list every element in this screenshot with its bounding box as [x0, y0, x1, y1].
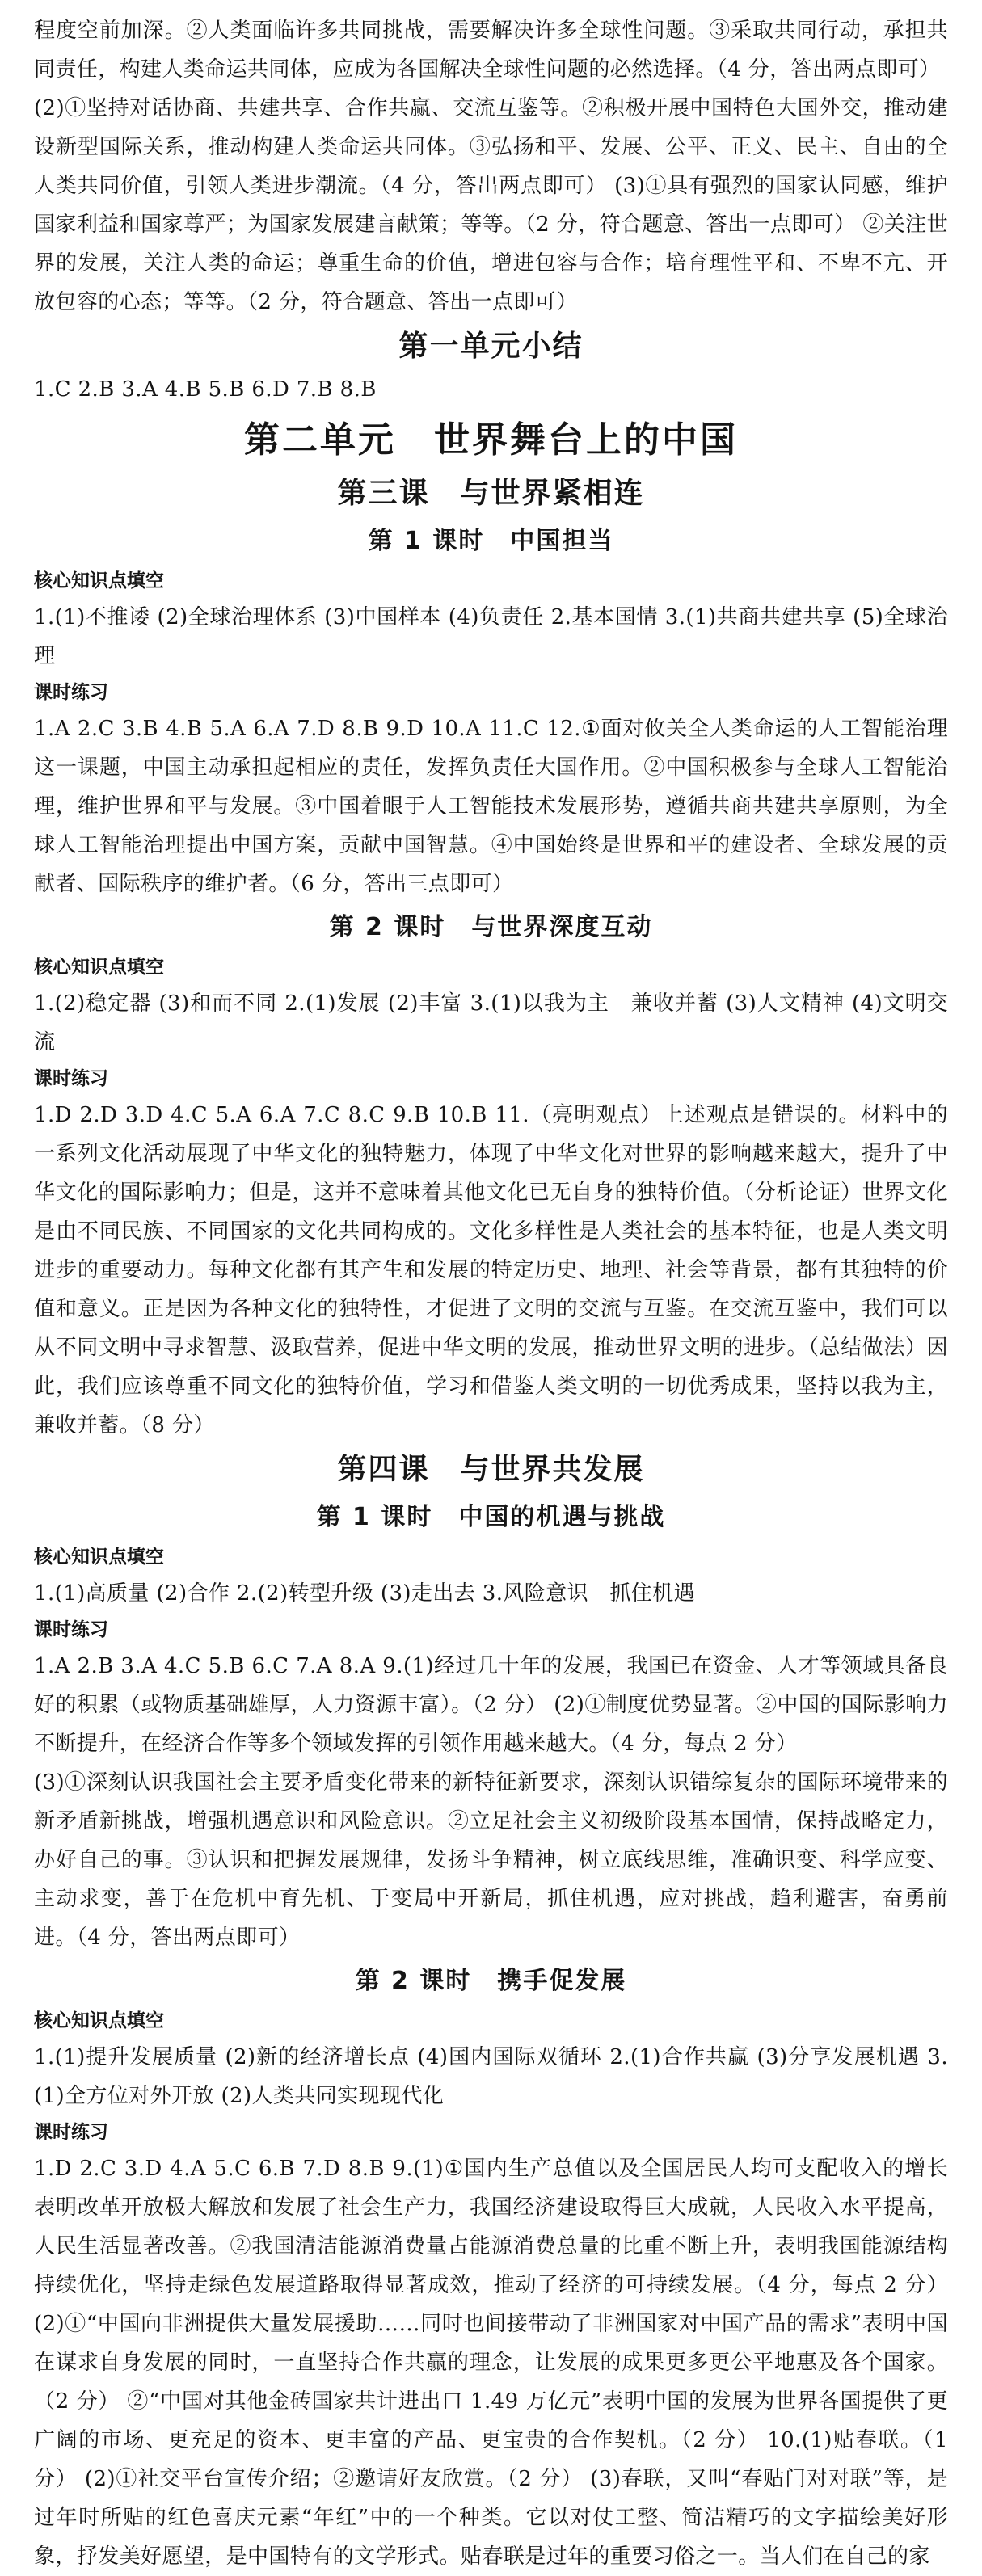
heading-unit2: 第二单元 世界舞台上的中国 [244, 419, 738, 461]
answers-l4p2-exercise: 1.D 2.C 3.D 4.A 5.C 6.B 7.D 8.B 9.(1)①国内生产总值以及全国居民人均可支配收入的增长表明改革开放极大解放和发展了社会生产力，我国经济建设取得巨大成就，人民收入水平提高，人民生活显著改善。②我国清洁能源消费量占能源消费总量的比重不断上升，表明我国能源结构持续优化，坚持走绿色发展道路取得显著成效，推动了经济的可持续发展。（4 分，每点 2 分） (2)①“中国向非洲提供大量发展援助……同时也间接带动了非洲国家对中国产品的需求”表明中国在谋求自身发展的同时，一直坚持合作共赢的理念，让发展的成果更多更公平地惠及各个国家。（2 分） ②“中国对其他金砖国家共计进出口 1.49 万亿元”表明中国的发展为世界各国提供了更广阔的市场、更充足的资本、更丰富的产品、更宝贵的合作契机。（2 分） 10.(1)贴春联。（1 分） (2)①社交平台宣传介绍；②邀请好友欣赏。（2 分） (3)春联，又叫“春贴门对对联”等，是过年时所贴的红色喜庆元素“年红”中的一个种类。它以对仗工整、简洁精巧的文字描绘美好形象，抒发美好愿望，是中国特有的文学形式。贴春联是过年的重要习俗之一。当人们在自己的家 [34, 2157, 948, 2569]
answers-l3p1-knowledge: 1.(1)不推诿 (2)全球治理体系 (3)中国样本 (4)负责任 2.基本国情 3.(1)共商共建共享 (5)全球治理 [34, 605, 948, 668]
answers-l4p1-knowledge: 1.(1)高质量 (2)合作 2.(2)转型升级 (3)走出去 3.风险意识 抓住机遇 [34, 1581, 695, 1606]
label-key-knowledge: 核心知识点填空 [34, 570, 164, 591]
answers-l4p2-knowledge: 1.(1)提升发展质量 (2)新的经济增长点 (4)国内国际双循环 2.(1)合作共赢 (3)分享发展机遇 3.(1)全方位对外开放 (2)人类共同实现现代化 [34, 2045, 948, 2108]
label-class-exercise: 课时练习 [34, 2122, 108, 2143]
heading-unit1-summary: 第一单元小结 [398, 330, 584, 363]
label-key-knowledge: 核心知识点填空 [34, 1547, 164, 1568]
label-key-knowledge: 核心知识点填空 [34, 957, 164, 978]
answers-l4p1-exercise: 1.A 2.B 3.A 4.C 5.B 6.C 7.A 8.A 9.(1)经过几十年的发展，我国已在资金、人才等领域具备良好的积累（或物质基础雄厚，人力资源丰富）。（2 分） (2)①制度优势显著。②中国的国际影响力不断提升，在经济合作等多个领域发挥的引领作用越来越大。（4 分，每点 2 分） [34, 1654, 948, 1756]
heading-lesson4-period2: 第 2 课时 携手促发展 [355, 1967, 627, 1995]
heading-lesson3: 第三课 与世界紧相连 [337, 477, 645, 510]
label-class-exercise: 课时练习 [34, 682, 108, 703]
answers-unit1-summary: 1.C 2.B 3.A 4.B 5.B 6.D 7.B 8.B [34, 377, 377, 402]
answers-l3p1-exercise: 1.A 2.C 3.B 4.B 5.A 6.A 7.D 8.B 9.D 10.A 11.C 12.①面对攸关全人类命运的人工智能治理这一课题，中国主动承担起相应的责任，发挥负责任大国作用。②中国积极参与全球人工智能治理，维护世界和平与发展。③中国着眼于人工智能技术发展形势，遵循共商共建共享原则，为全球人工智能治理提出中国方案，贡献中国智慧。④中国始终是世界和平的建设者、全球发展的贡献者、国际秩序的维护者。（6 分，答出三点即可） [34, 717, 948, 896]
label-class-exercise: 课时练习 [34, 1068, 108, 1089]
paragraph-unit1-q2: (2)①坚持对话协商、共建共享、合作共赢、交流互鉴等。②积极开展中国特色大国外交，推动建设新型国际关系，推动构建人类命运共同体。③弘扬和平、发展、公平、正义、民主、自由的全人类共同价值，引领人类进步潮流。（4 分，答出两点即可） (3)①具有强烈的国家认同感，维护国家利益和国家尊严；为国家发展建言献策；等等。（2 分，符合题意、答出一点即可） ②关注世界的发展，关注人类的命运；尊重生命的价值，增进包容与合作；培育理性平和、不卑不亢、开放包容的心态；等等。（2 分，符合题意、答出一点即可） [34, 96, 948, 314]
label-key-knowledge: 核心知识点填空 [34, 2010, 164, 2031]
heading-lesson3-period1: 第 1 课时 中国担当 [368, 527, 614, 555]
heading-lesson4: 第四课 与世界共发展 [337, 1453, 645, 1486]
answers-l4p1-exercise-q9-3: (3)①深刻认识我国社会主要矛盾变化带来的新特征新要求，深刻认识错综复杂的国际环境带来的新矛盾新挑战，增强机遇意识和风险意识。②立足社会主义初级阶段基本国情，保持战略定力，办好自己的事。③认识和把握发展规律，发扬斗争精神，树立底线思维，准确识变、科学应变、主动求变，善于在危机中育先机、于变局中开新局，抓住机遇，应对挑战，趋利避害，奋勇前进。（4 分，答出两点即可） [34, 1770, 948, 1950]
answers-l3p2-exercise: 1.D 2.D 3.D 4.C 5.A 6.A 7.C 8.C 9.B 10.B 11.（亮明观点）上述观点是错误的。材料中的一系列文化活动展现了中华文化的独特魅力，体现了中华文化对世界的影响越来越大，提升了中华文化的国际影响力；但是，这并不意味着其他文化已无自身的独特价值。（分析论证）世界文化是由不同民族、不同国家的文化共同构成的。文化多样性是人类社会的基本特征，也是人类文明进步的重要动力。每种文化都有其产生和发展的特定历史、地理、社会等背景，都有其独特的价值和意义。正是因为各种文化的独特性，才促进了文明的交流与互鉴。在交流互鉴中，我们可以从不同文明中寻求智慧、汲取营养，促进中华文明的发展，推动世界文明的进步。（总结做法）因此，我们应该尊重不同文化的独特价值，学习和借鉴人类文明的一切优秀成果，坚持以我为主，兼收并蓄。（8 分） [34, 1103, 948, 1437]
label-class-exercise: 课时练习 [34, 1619, 108, 1640]
heading-lesson4-period1: 第 1 课时 中国的机遇与挑战 [316, 1503, 666, 1531]
paragraph-unit1-q1-end: 程度空前加深。②人类面临许多共同挑战，需要解决许多全球性问题。③采取共同行动，承担共同责任，构建人类命运共同体，应成为各国解决全球性问题的必然选择。（4 分，答出两点即可） [34, 19, 948, 82]
answers-l3p2-knowledge: 1.(2)稳定器 (3)和而不同 2.(1)发展 (2)丰富 3.(1)以我为主 兼收并蓄 (3)人文精神 (4)文明交流 [34, 991, 948, 1054]
heading-lesson3-period2: 第 2 课时 与世界深度互动 [329, 913, 653, 941]
